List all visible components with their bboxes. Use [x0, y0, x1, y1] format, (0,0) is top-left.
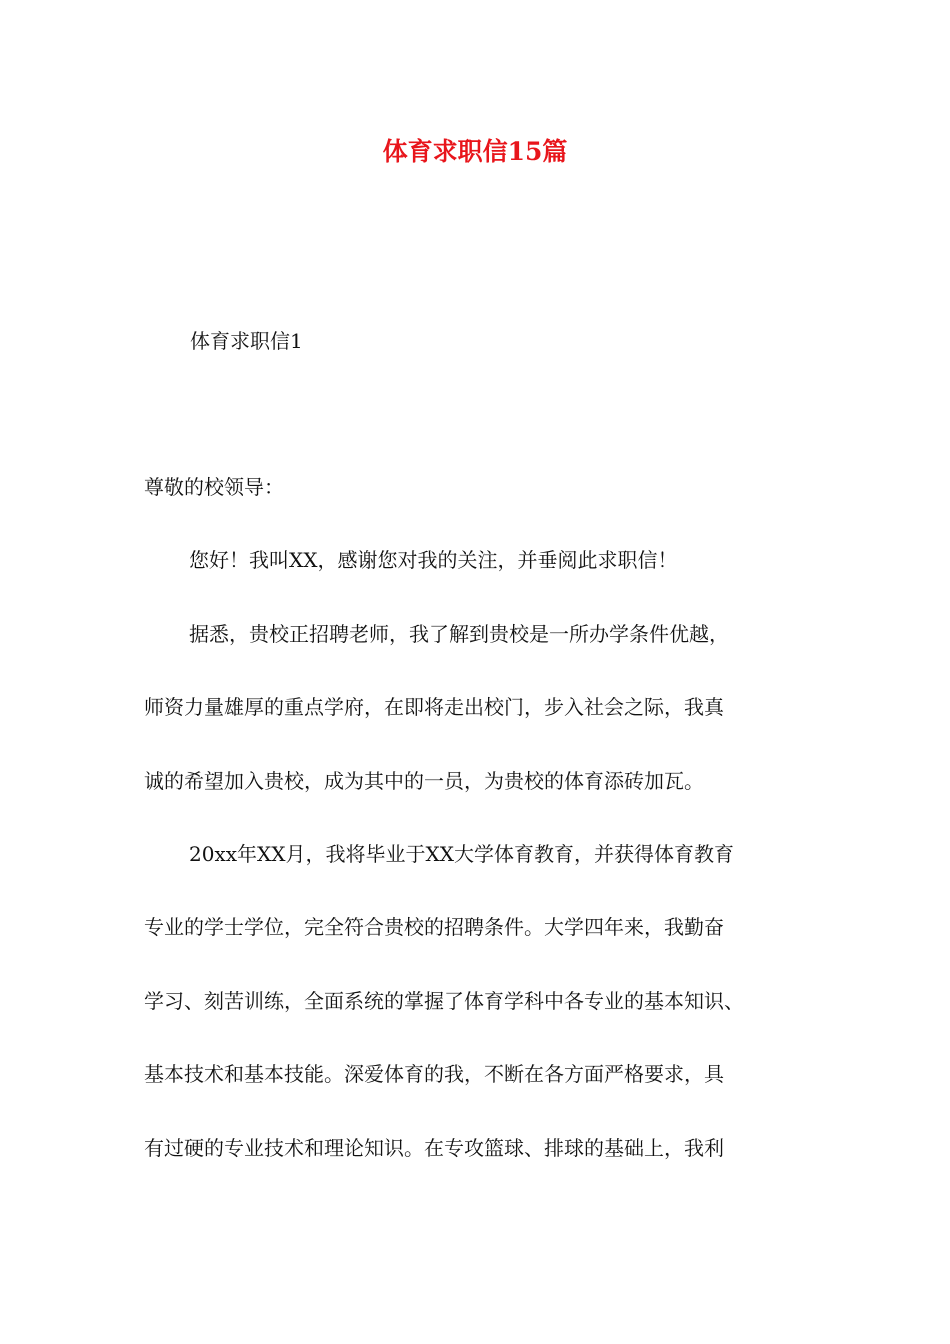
document-title: 体育求职信15篇 [382, 137, 568, 166]
body-line-9: 有过硬的专业技术和理论知识。在专攻篮球、排球的基础上，我利 [144, 1135, 724, 1160]
body-line-1: 您好！我叫XX，感谢您对我的关注，并垂阅此求职信！ [189, 548, 678, 573]
body-line-4: 诚的希望加入贵校，成为其中的一员，为贵校的体育添砖加瓦。 [144, 768, 704, 793]
letter-body [144, 470, 834, 1204]
body-line-2: 据悉，贵校正招聘老师，我了解到贵校是一所办学条件优越， [189, 621, 729, 646]
section-title: 体育求职信1 [190, 329, 303, 353]
body-line-8: 基本技术和基本技能。深爱体育的我，不断在各方面严格要求，具 [144, 1062, 724, 1087]
body-line-7: 学习、刻苦训练，全面系统的掌握了体育学科中各专业的基本知识、 [144, 988, 744, 1013]
body-line-6: 专业的学士学位，完全符合贵校的招聘条件。大学四年来，我勤奋 [144, 915, 724, 940]
body-line-5: 20xx年XX月，我将毕业于XX大学体育教育，并获得体育教育 [189, 841, 734, 866]
body-line-3: 师资力量雄厚的重点学府，在即将走出校门，步入社会之际，我真 [144, 695, 724, 720]
salutation: 尊敬的校领导： [144, 475, 284, 499]
